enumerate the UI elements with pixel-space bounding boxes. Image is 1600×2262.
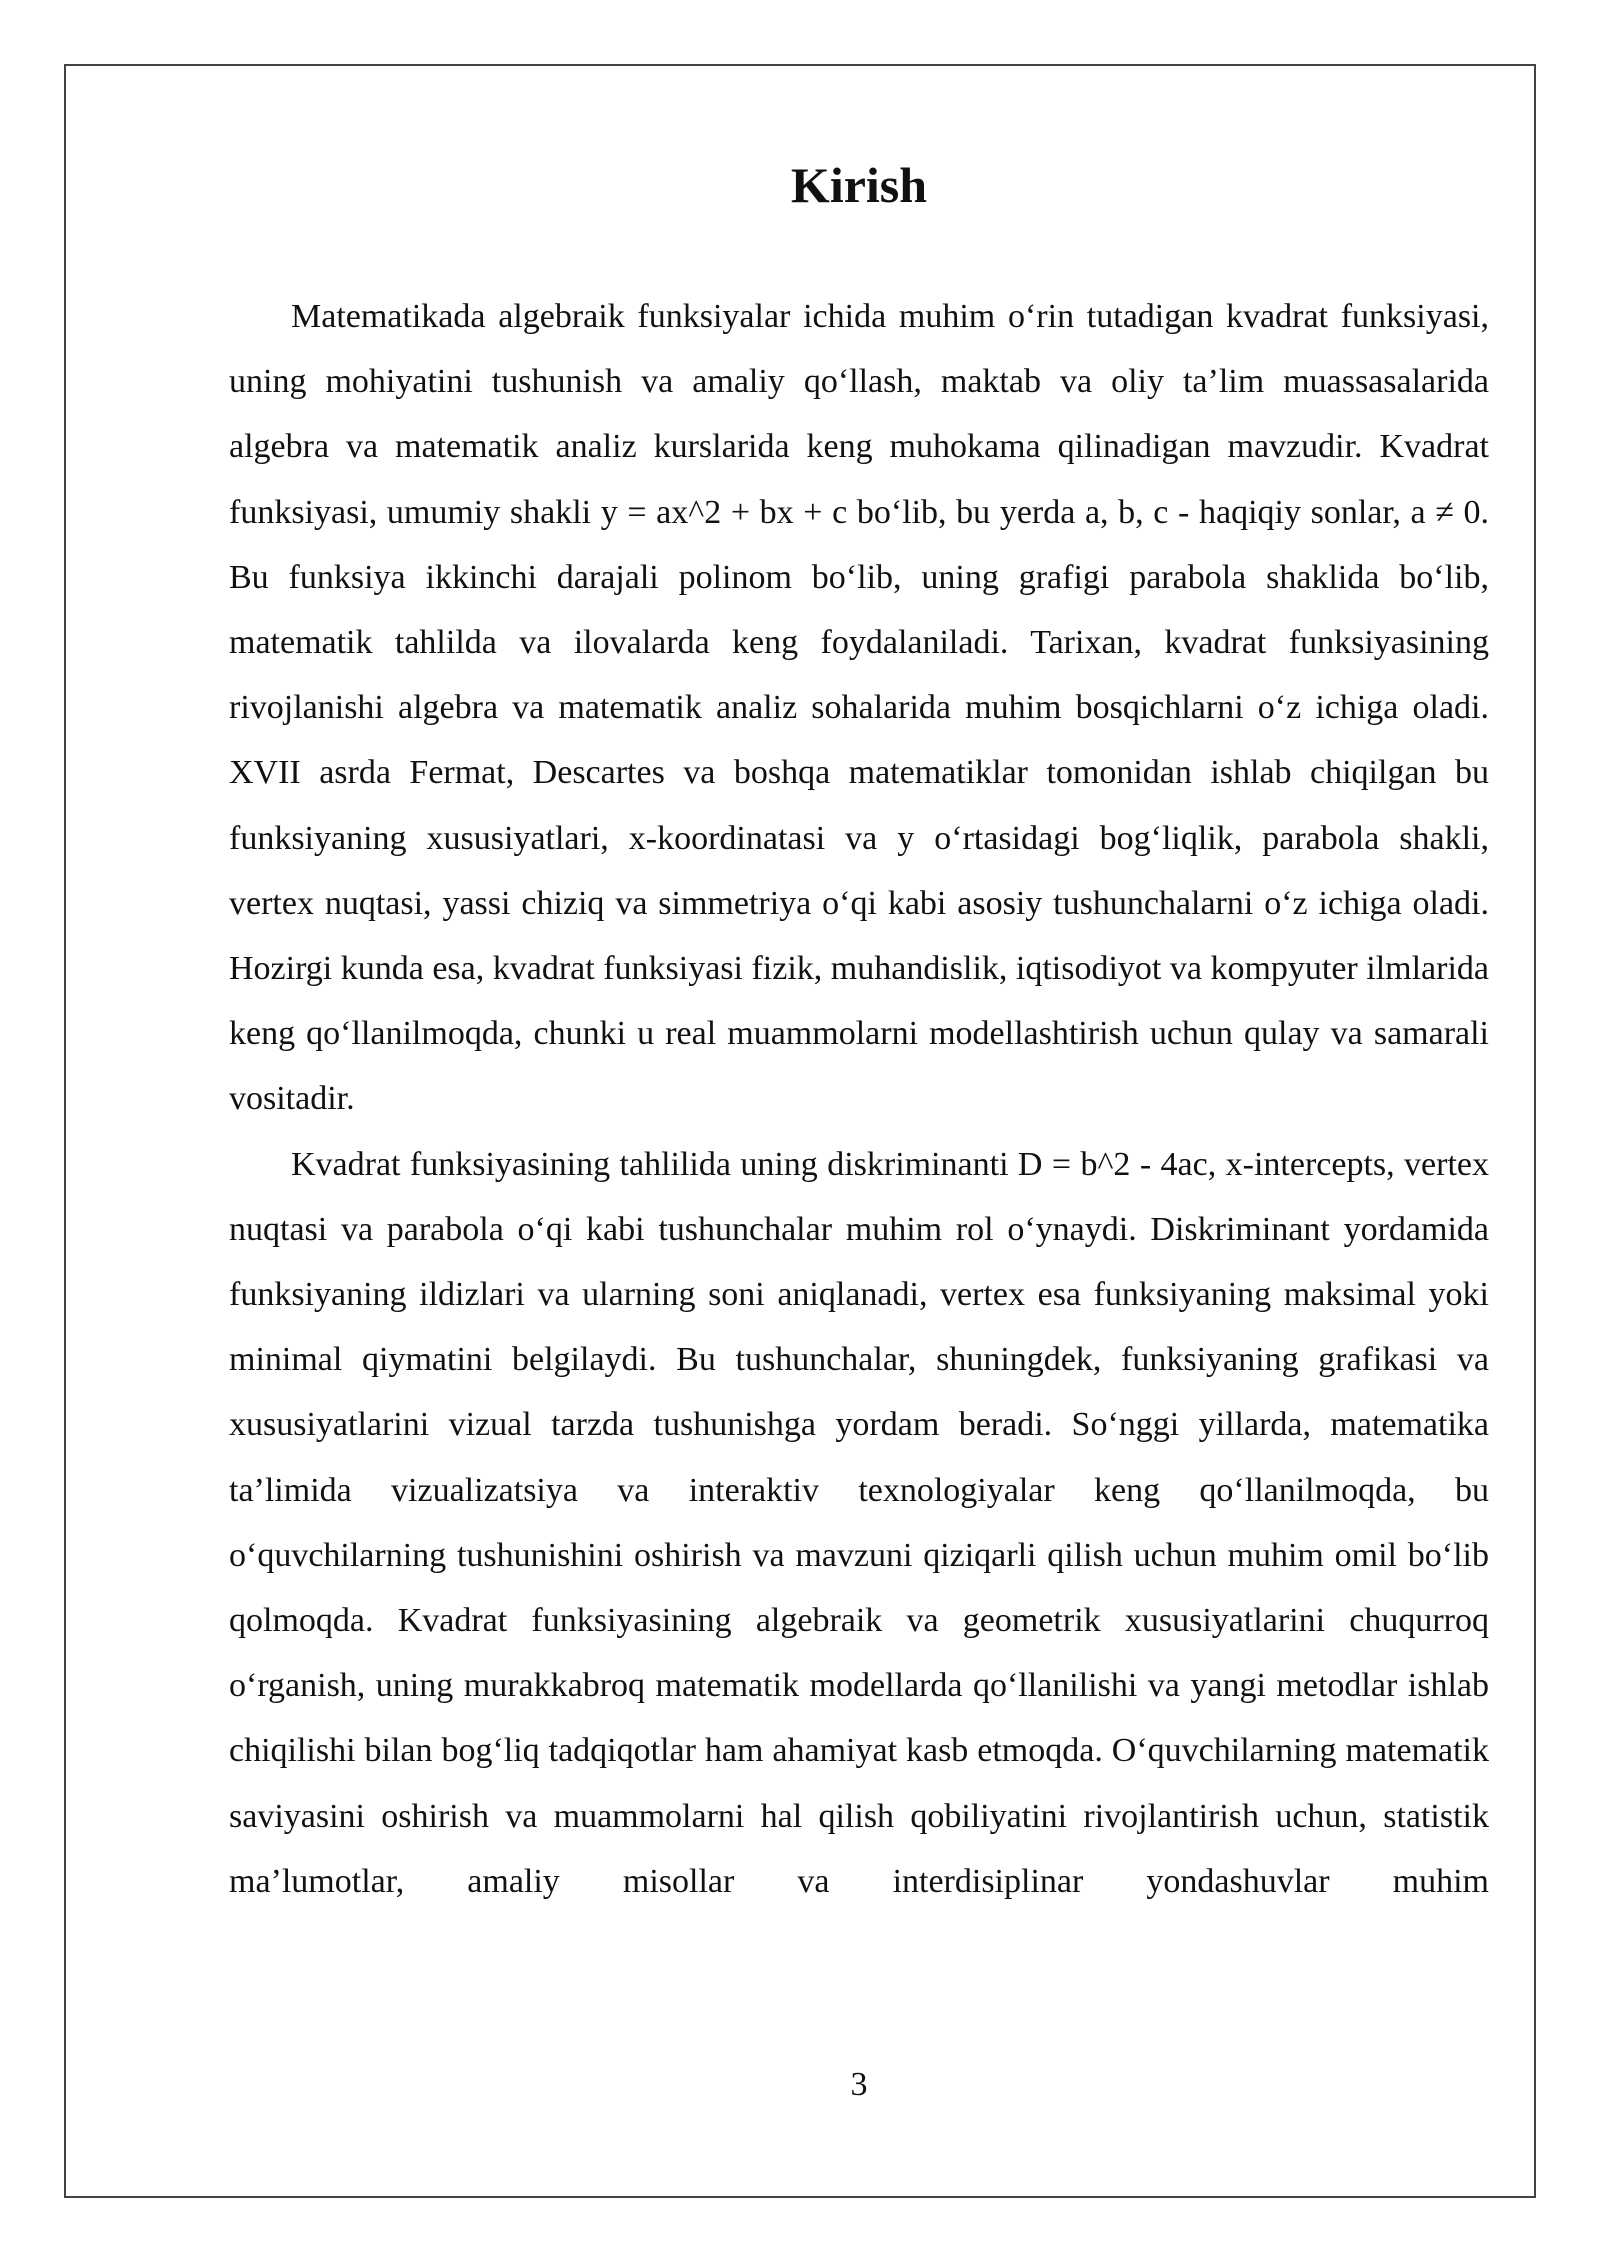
document-body <box>229 284 1489 1914</box>
page-title: Kirish <box>790 157 928 213</box>
body-paragraph: Matematikada algebraik funksiyalar ichida muhim o‘rin tutadigan kvadrat funksiyasi, uning mohiyatini tushunish va amaliy qo‘llash, maktab va oliy ta’lim muassasalarida algebra va matematik analiz kurslarida keng muhokama qilinadigan mavzudir. Kvadrat funksiyasi, umumiy shakli y = ax^2 + bx + c bo‘lib, bu yerda a, b, c - haqiqiy sonlar, a ≠ 0. Bu funksiya ikkinchi darajali polinom bo‘lib, uning grafigi parabola shaklida bo‘lib, matematik tahlilda va ilovalarda keng foydalaniladi. Tarixan, kvadrat funksiyasining rivojlanishi algebra va matematik analiz sohalarida muhim bosqichlarni o‘z ichiga oladi. XVII asrda Fermat, Descartes va boshqa matematiklar tomonidan ishlab chiqilgan bu funksiyaning xususiyatlari, x-koordinatasi va y o‘rtasidagi bog‘liqlik, parabola shakli, vertex nuqtasi, yassi chiziq va simmetriya o‘qi kabi asosiy tushunchalarni o‘z ichiga oladi. Hozirgi kunda esa, kvadrat funksiyasi fizik, muhandislik, iqtisodiyot va kompyuter ilmlarida keng qo‘llanilmoqda, chunki u real muammolarni modellashtirish uchun qulay va samarali vositadir. <box>229 298 1489 1118</box>
page-number: 3 <box>850 2066 868 2103</box>
body-paragraph: Kvadrat funksiyasining tahlilida uning diskriminanti D = b^2 - 4ac, x-intercepts, vertex nuqtasi va parabola o‘qi kabi tushunchalar muhim rol o‘ynaydi. Diskriminant yordamida funksiyaning ildizlari va ularning soni aniqlanadi, vertex esa funksiyaning maksimal yoki minimal qiymatini belgilaydi. Bu tushunchalar, shuningdek, funksiyaning grafikasi va xususiyatlarini vizual tarzda tushunishga yordam beradi. So‘nggi yillarda, matematika ta’limida vizualizatsiya va interaktiv texnologiyalar keng qo‘llanilmoqda, bu o‘quvchilarning tushunishini oshirish va mavzuni qiziqarli qilish uchun muhim omil bo‘lib qolmoqda. Kvadrat funksiyasining algebraik va geometrik xususiyatlarini chuqurroq o‘rganish, uning murakkabroq matematik modellarda qo‘llanilishi va yangi metodlar ishlab chiqilishi bilan bog‘liq tadqiqotlar ham ahamiyat kasb etmoqda. O‘quvchilarning matematik saviyasini oshirish va muammolarni hal qilish qobiliyatini rivojlantirish uchun, statistik ma’lumotlar, amaliy misollar va interdisiplinar yondashuvlar muhim <box>229 1145 1489 1900</box>
